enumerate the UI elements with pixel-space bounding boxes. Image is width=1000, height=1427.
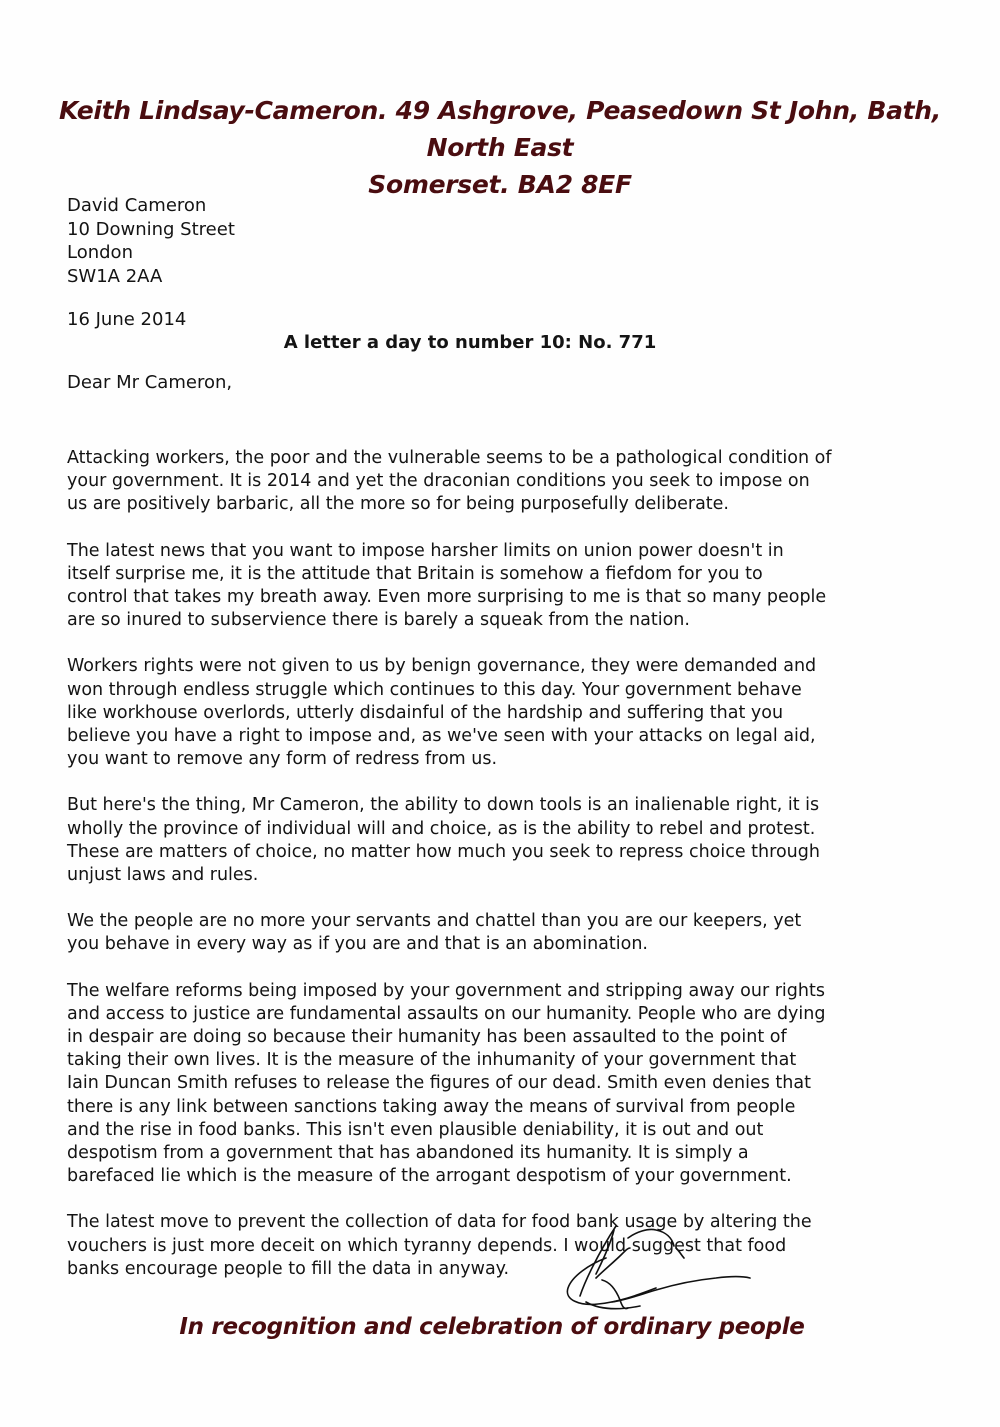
paragraph-line: wholly the province of individual will and choice, as is the ability to rebel and protest. <box>67 818 816 839</box>
paragraph-line: But here's the thing, Mr Cameron, the ability to down tools is an inalienable right, it is <box>67 795 820 816</box>
paragraph-line: you want to remove any form of redress from us. <box>67 749 498 770</box>
paragraph-line: us are positively barbaric, all the more so for being purposefully deliberate. <box>67 494 729 515</box>
recipient-city: London <box>67 242 133 263</box>
paragraph-line: won through endless struggle which continues to this day. Your government behave <box>67 679 802 700</box>
paragraph-line: unjust laws and rules. <box>67 865 259 886</box>
letter-body <box>67 424 901 1304</box>
paragraph-line: vouchers is just more deceit on which tyranny depends. I would suggest that food <box>67 1235 787 1256</box>
paragraph-line: your government. It is 2014 and yet the draconian conditions you seek to impose on <box>67 471 810 492</box>
recipient-postcode: SW1A 2AA <box>67 265 163 287</box>
paragraph-line: there is any link between sanctions taking away the means of survival from people <box>67 1096 796 1117</box>
paragraph-line: like workhouse overlords, utterly disdainful of the hardship and suffering that you <box>67 702 784 723</box>
letterhead <box>40 92 960 203</box>
paragraph-line: Workers rights were not given to us by benign governance, they were demanded and <box>67 656 817 677</box>
paragraph-line: These are matters of choice, no matter how much you seek to repress choice through <box>67 841 820 862</box>
paragraph-line: banks encourage people to fill the data in anyway. <box>67 1258 510 1279</box>
paragraph-line: itself surprise me, it is the attitude that Britain is somehow a fiefdom for you to <box>67 563 763 584</box>
salutation: Dear Mr Cameron, <box>67 372 233 393</box>
recipient-street: 10 Downing Street <box>67 218 235 240</box>
paragraph-line: despotism from a government that has abandoned its humanity. It is simply a <box>67 1143 749 1164</box>
paragraph-line: and the rise in food banks. This isn't even plausible deniability, it is out and out <box>67 1119 764 1140</box>
paragraph-line: barefaced lie which is the measure of the arrogant despotism of your government. <box>67 1166 792 1187</box>
recipient-address <box>67 194 235 288</box>
recipient-name: David Cameron <box>67 195 207 216</box>
letterhead-line-2: Somerset. BA2 8EF <box>368 170 632 199</box>
letter-date: 16 June 2014 <box>67 309 187 330</box>
paragraph-line: Iain Duncan Smith refuses to release the figures of our dead. Smith even denies that <box>67 1073 811 1094</box>
letter-subject: A letter a day to number 10: No. 771 <box>283 332 657 353</box>
paragraph-line: The latest move to prevent the collection of data for food bank usage by altering the <box>67 1212 812 1233</box>
paragraph-line: in despair are doing so because their humanity has been assaulted to the point of <box>67 1027 787 1048</box>
paragraph-line: The latest news that you want to impose harsher limits on union power doesn't in <box>67 540 784 561</box>
paragraph-line: Attacking workers, the poor and the vulnerable seems to be a pathological condition of <box>67 448 832 468</box>
paragraph-line: and access to justice are fundamental assaults on our humanity. People who are dying <box>67 1003 826 1024</box>
tagline: In recognition and celebration of ordinary people <box>179 1314 805 1340</box>
paragraph-line: taking their own lives. It is the measure of the inhumanity of your government that <box>67 1050 797 1071</box>
paragraph-line: control that takes my breath away. Even more surprising to me is that so many people <box>67 587 827 608</box>
letterhead-line-1: Keith Lindsay-Cameron. 49 Ashgrove, Peasedown St John, Bath, North East <box>58 96 941 162</box>
paragraph-line: are so inured to subservience there is barely a squeak from the nation. <box>67 610 690 631</box>
paragraph-line: believe you have a right to impose and, as we've seen with your attacks on legal aid, <box>67 726 816 747</box>
paragraph-line: We the people are no more your servants and chattel than you are our keepers, yet <box>67 911 802 932</box>
paragraph-line: you behave in every way as if you are and that is an abomination. <box>67 934 648 955</box>
handwritten-signature <box>556 1218 756 1318</box>
paragraph-line: The welfare reforms being imposed by your government and stripping away our rights <box>67 980 825 1001</box>
